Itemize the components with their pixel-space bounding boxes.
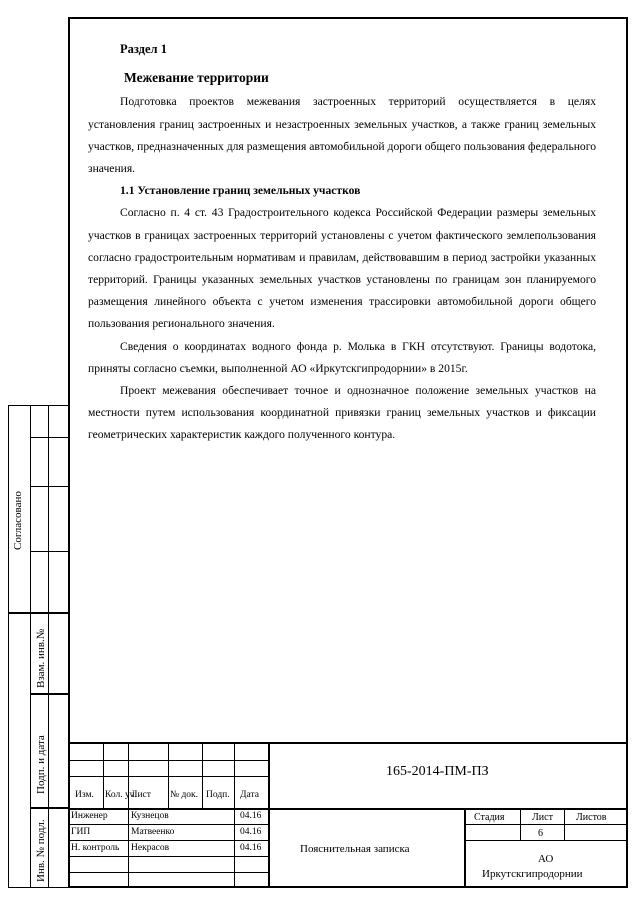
paragraph-project: Проект межевания обеспечивает точное и однозначное положение земельных участков на местности путем использования координатной привязки границ земельных участков и фиксации геометрических характеристик каждого полученного контура. [88,384,596,442]
title-block [68,742,628,888]
agreed-stamp [8,405,68,614]
signer-date: 04.16 [240,811,262,821]
organization-line1: АО [538,853,554,865]
vzam-label: Взам. инв.№ [35,628,47,688]
signer-date: 04.16 [240,843,262,853]
header-podp: Подп. [206,790,230,800]
paragraph-water: Сведения о координатах водного фонда р. Молька в ГКН отсутствуют. Границы водотока, приняты согласно съемки, выполненной АО «Иркутскгипродорнии» в 2015г. [88,339,596,375]
sheets-header: Листов [576,812,607,823]
document-code: 165-2014-ПМ-ПЗ [386,764,489,779]
stage-header: Стадия [474,812,505,823]
signer-name: Матвеенко [131,827,175,837]
signer-role: ГИП [71,827,91,837]
document-name: Пояснительная записка [300,843,410,855]
organization-line2: Иркутскгипродорнии [482,868,583,880]
sheet-header: Лист [532,812,553,823]
podp-label: Подп. и дата [35,735,47,794]
header-list: Лист [131,790,151,800]
signer-name: Некрасов [131,843,170,853]
inv-label: Инв. № подл. [35,819,47,882]
section-title: Межевание территории [124,70,269,86]
section-number: Раздел 1 [120,42,167,56]
inventory-stamp [8,614,68,888]
signer-role: Инженер [71,811,108,821]
header-data: Дата [240,790,259,800]
signer-name: Кузнецов [131,811,169,821]
signer-role: Н. контроль [71,843,120,853]
header-izm: Изм. [75,790,94,800]
sheet-number: 6 [538,828,543,839]
document-body [88,38,596,447]
subsection-title: 1.1 Установление границ земельных участков [120,184,361,198]
paragraph-intro: Подготовка проектов межевания застроенных территорий осуществляется в целях установления границ застроенных и незастроенных земельных участков, а также границ земельных участков, предназначенных для размещения автомобильной дороги общего пользования федерального значения. [88,95,596,176]
header-kol: Кол. уч. [105,790,137,800]
header-ndok: № док. [170,790,199,800]
agreed-label: Согласовано [12,491,24,550]
signer-date: 04.16 [240,827,262,837]
paragraph-boundaries: Согласно п. 4 ст. 43 Градостроительного кодекса Российской Федерации размеры земельных участков в границах застроенных территорий установлены с учетом фактического землепользования согласно градостроительным нормативам и правилам, действовавшим в период застройки указанных территорий. Границы указанных земельных участков установлены по границам зон планируемого размещения линейного объекта с учетом изменения трассировки автомобильной дороги общего пользования регионального значения. [88,206,596,331]
